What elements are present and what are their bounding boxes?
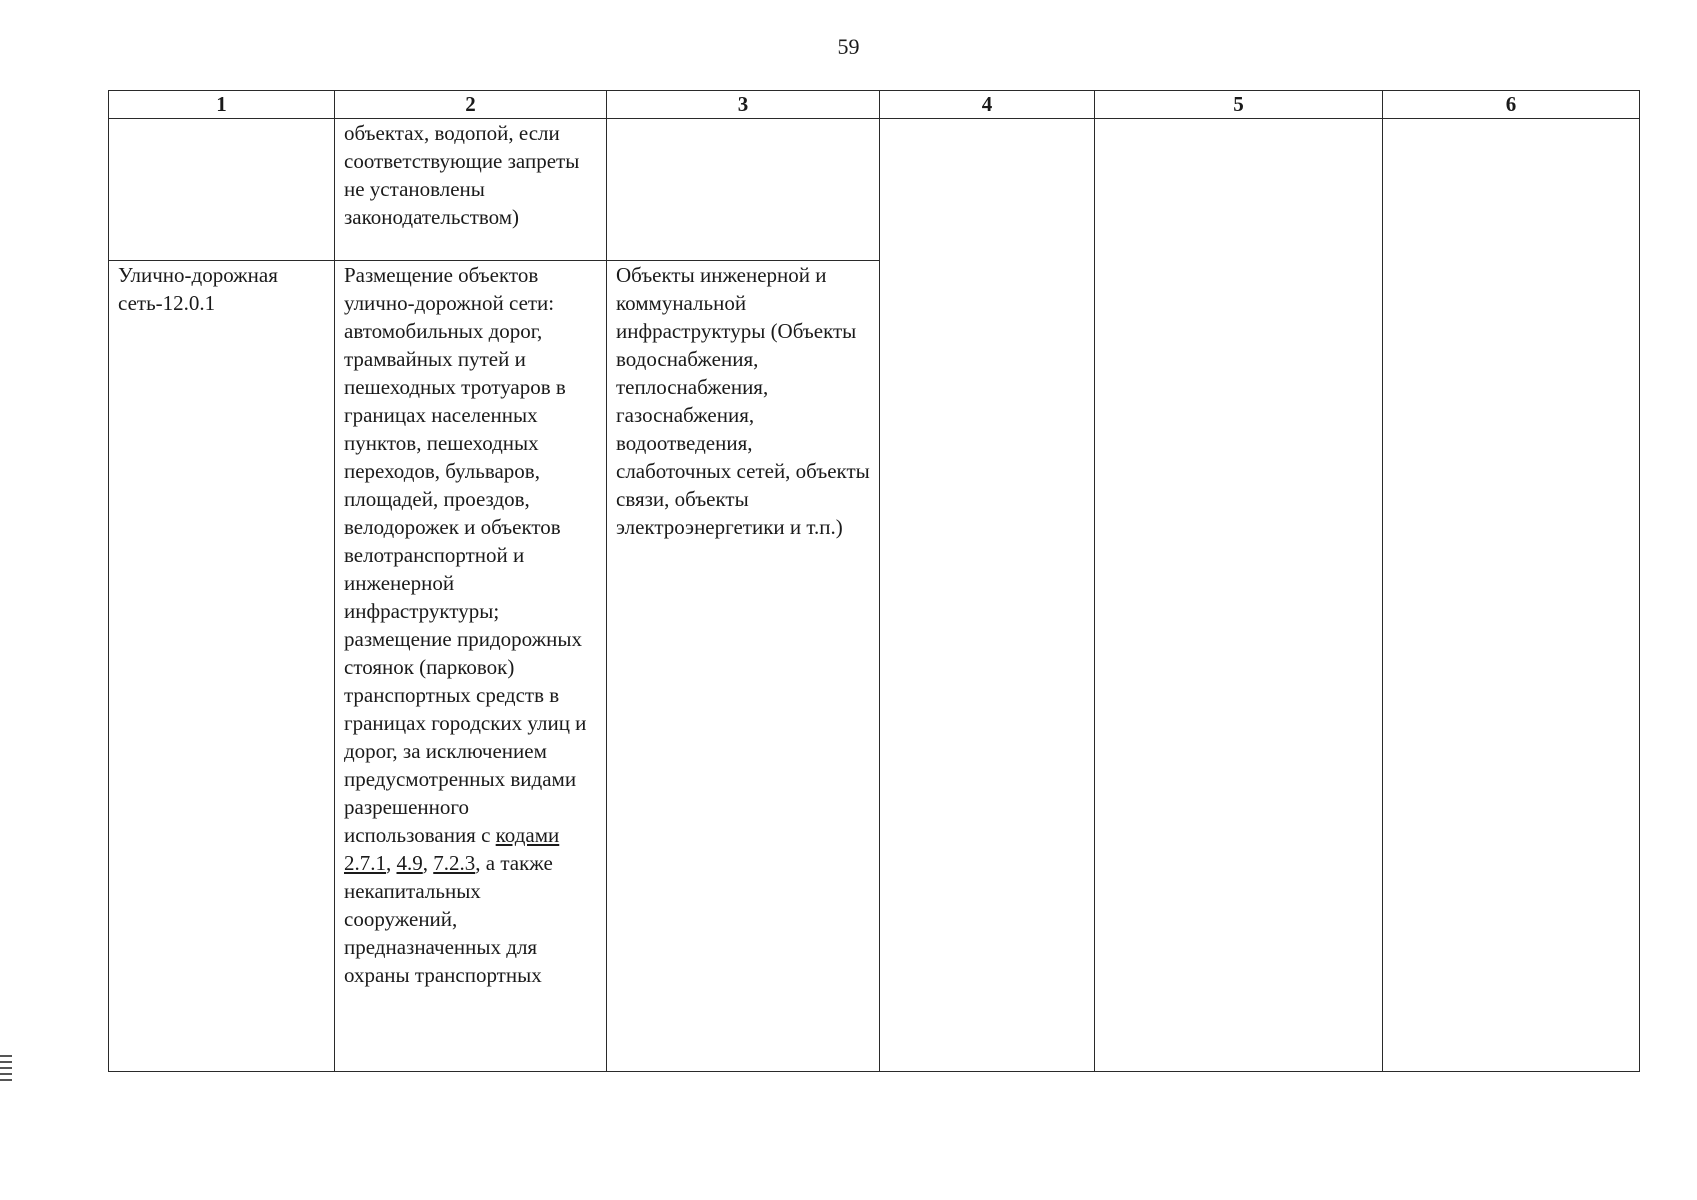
cell-col4-empty xyxy=(880,119,1095,1072)
column-header-5: 5 xyxy=(1095,91,1383,119)
cell-empty xyxy=(109,119,335,261)
code-link-2-7-1[interactable]: кодами 2.7.1 xyxy=(344,823,560,875)
description-part-2: а также некапитальных сооружений, предназначенных для охраны транспортных xyxy=(344,851,553,987)
cell-empty xyxy=(607,119,880,261)
column-header-4: 4 xyxy=(880,91,1095,119)
cell-col5-empty xyxy=(1095,119,1383,1072)
code-link-4-9[interactable]: 4.9 xyxy=(396,851,423,875)
column-header-2: 2 xyxy=(335,91,607,119)
column-header-1: 1 xyxy=(109,91,335,119)
description-part-1: Размещение объектов улично-дорожной сети: автомобильных дорог, трамвайных путей и пешеходных тротуаров в границах населенных пунктов, пешеходных переходов, бульваров, площадей, проездов, велодорожек и объектов велотранспортной и инженерной инфраструктуры; размещение придорожных стоянок (парковок) транспортных средств в границах городских улиц и дорог, за исключением предусмотренных видами разрешенного использования с xyxy=(344,263,587,847)
code-link-7-2-3[interactable]: 7.2.3 xyxy=(433,851,476,875)
cell-col6-empty xyxy=(1383,119,1640,1072)
column-header-3: 3 xyxy=(607,91,880,119)
scan-margin-marks xyxy=(0,1055,12,1085)
page-number: 59 xyxy=(837,34,860,59)
continued-description-text: объектах, водопой, если соответствующие запреты не установлены законодательством) xyxy=(344,121,580,229)
use-description-text: Размещение объектов улично-дорожной сети: автомобильных дорог, трамвайных путей и пешеходных тротуаров в границах населенных пунктов, пешеходных переходов, бульваров, площадей, проездов, велодорожек и объектов велотранспортной и инженерной инфраструктуры; размещение придорожных стоянок (парковок) транспортных средств в границах городских улиц и дорог, за исключением предусмотренных видами разрешенного использования с кодами 2.7.1, 4.9, 7.2.3, а также некапитальных сооружений, предназначенных для охраны транспортных xyxy=(344,263,587,987)
header-row xyxy=(109,91,1640,119)
cell-auxiliary-uses xyxy=(607,261,880,1072)
auxiliary-uses-text: Объекты инженерной и коммунальной инфраструктуры (Объекты водоснабжения, теплоснабжения, газоснабжения, водоотведения, слаботочных сетей, объекты связи, объекты электроэнергетики и т.п.) xyxy=(616,263,870,539)
land-use-table xyxy=(108,90,1640,1072)
use-type-name: Улично-дорожная сеть-12.0.1 xyxy=(118,263,278,315)
table-row xyxy=(109,119,1640,261)
cell-use-type xyxy=(109,261,335,1072)
column-header-6: 6 xyxy=(1383,91,1640,119)
cell-use-description xyxy=(335,261,607,1072)
cell-continued-description xyxy=(335,119,607,261)
